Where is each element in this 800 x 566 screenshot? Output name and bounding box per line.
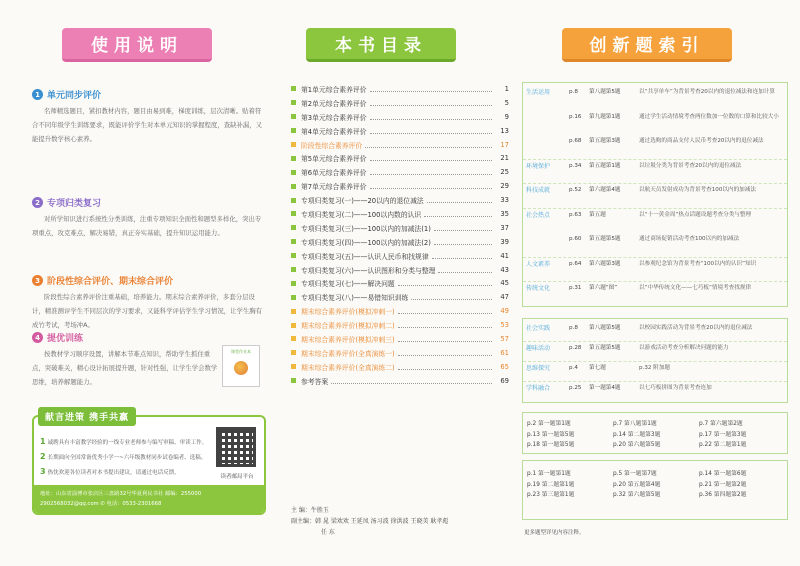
toc-label: 第5单元综合素养评价 bbox=[301, 155, 367, 164]
toc-entry[interactable] bbox=[291, 138, 509, 152]
bullet-icon bbox=[291, 170, 296, 175]
toc-entry[interactable] bbox=[291, 82, 509, 96]
index-grid-cell[interactable]: p.32 第六题第5题 bbox=[613, 492, 661, 498]
leader-dots bbox=[331, 378, 492, 384]
toc-label: 第4单元综合素养评价 bbox=[301, 127, 367, 136]
toc-entry[interactable] bbox=[291, 374, 509, 388]
toc-page: 41 bbox=[500, 251, 509, 260]
toc-label: 专项归类复习(三)——100以内的加减法(1) bbox=[301, 224, 431, 233]
toc-page: 39 bbox=[500, 237, 509, 246]
bullet-icon bbox=[291, 336, 296, 341]
toc-label: 专项归类复习(二)——100以内数的认识 bbox=[301, 210, 422, 219]
index-page[interactable]: p.28 bbox=[569, 345, 582, 351]
index-question: 第五题第5题 bbox=[589, 236, 621, 242]
item-text: 热忱欢迎各位读者对本书提出建议，请通过电话反馈。 bbox=[47, 470, 180, 476]
index-question: 第六题第4题 bbox=[589, 187, 621, 193]
toc-label: 期末综合素养评价(模拟冲刺二) bbox=[301, 322, 395, 331]
index-page[interactable]: p.31 bbox=[569, 285, 582, 291]
section-number: 1 bbox=[32, 89, 43, 100]
section-title: 单元同步评价 bbox=[47, 91, 102, 101]
index-divider bbox=[523, 208, 787, 209]
bullet-icon bbox=[291, 114, 296, 119]
usage-column bbox=[22, 0, 268, 566]
index-block-activity bbox=[522, 318, 788, 403]
bullet-icon bbox=[291, 156, 296, 161]
leader-dots bbox=[370, 128, 493, 134]
toc-page: 25 bbox=[500, 168, 509, 177]
toc-label: 期末综合素养评价(模拟冲刺三) bbox=[301, 335, 395, 344]
index-grid-row bbox=[527, 480, 785, 491]
index-page[interactable]: p.8 bbox=[569, 325, 578, 331]
feedback-item bbox=[40, 465, 208, 480]
bullet-icon bbox=[291, 184, 296, 189]
toc-entry[interactable] bbox=[291, 304, 509, 318]
index-divider bbox=[523, 281, 787, 282]
toc-entry[interactable] bbox=[291, 124, 509, 138]
index-grid-cell[interactable]: p.13 第一题第5题 bbox=[527, 431, 575, 438]
leader-dots bbox=[398, 364, 492, 370]
index-grid-row bbox=[527, 440, 785, 451]
index-banner: 创新题索引 bbox=[562, 28, 732, 62]
toc-entry[interactable] bbox=[291, 235, 509, 249]
index-grid-cell[interactable]: p.5 第一题第7题 bbox=[613, 471, 657, 477]
leader-dots bbox=[370, 155, 493, 161]
editor-credits bbox=[291, 505, 448, 538]
bullet-icon bbox=[291, 100, 296, 105]
index-page[interactable]: p.16 bbox=[569, 113, 582, 120]
item-number: 1 bbox=[40, 437, 46, 446]
thumbnail-label: 课堂作业本 bbox=[231, 349, 251, 354]
toc-entry[interactable] bbox=[291, 110, 509, 124]
section-number: 4 bbox=[32, 332, 43, 343]
toc-page: 29 bbox=[500, 182, 509, 191]
toc-page: 69 bbox=[500, 376, 509, 385]
index-grid-cell[interactable]: p.2 第一题第1题 bbox=[527, 421, 571, 427]
toc-entry[interactable] bbox=[291, 360, 509, 374]
leader-dots bbox=[365, 142, 492, 148]
index-block-context bbox=[522, 82, 788, 307]
leader-dots bbox=[370, 114, 493, 120]
leader-dots bbox=[398, 308, 492, 314]
toc-column bbox=[283, 0, 511, 566]
bullet-icon bbox=[291, 253, 296, 258]
index-question: 第五题 bbox=[589, 211, 606, 218]
section-heading bbox=[32, 196, 264, 209]
index-question: 第六题第3题 bbox=[589, 260, 621, 267]
toc-entry[interactable] bbox=[291, 165, 509, 179]
usage-section bbox=[32, 196, 264, 240]
index-question: 第五题第5题 bbox=[589, 345, 621, 351]
section-body: 阶段性综合素养评价注重基础，培养能力。期末综合素养评价，多套分层设计，精准测评学生不同层次的学习要求，又能科学评估学生学习情况，让学生胸有成竹考试，考场冲A。 bbox=[32, 293, 263, 329]
index-page[interactable]: p.60 bbox=[569, 236, 582, 242]
index-grid-cell[interactable]: p.21 第一题第2题 bbox=[699, 481, 747, 488]
index-category: 生活运用 bbox=[526, 89, 551, 96]
index-description: 通过选购的商品支付人民币考查20以内的退位减法 bbox=[639, 138, 764, 144]
toc-label: 专项归类复习(四)——100以内的加减法(2) bbox=[301, 238, 431, 247]
index-grid-cell[interactable]: p.7 第八题第1题 bbox=[613, 421, 657, 427]
toc-page: 49 bbox=[500, 307, 509, 316]
toc-page: 65 bbox=[500, 362, 509, 371]
section-body: 名师精选题目，紧扣教材内容，题目由易到难，梯度训练，层次清晰。贴着符合不同年级学生训练要求，既能评价学生对本单元知识的掌握程度，查缺补漏，又能提升数学核心素养。 bbox=[32, 107, 263, 143]
bullet-icon bbox=[291, 295, 296, 300]
toc-label: 期末综合素养评价(全真演练二) bbox=[301, 363, 395, 372]
item-number: 2 bbox=[40, 452, 46, 461]
toc-banner: 本书目录 bbox=[306, 28, 456, 62]
toc-label: 专项归类复习(八)——易错知识训练 bbox=[301, 294, 409, 303]
bullet-icon bbox=[291, 225, 296, 230]
toc-page: 21 bbox=[500, 154, 509, 163]
toc-label: 参考答案 bbox=[301, 377, 329, 386]
index-page[interactable]: p.8 bbox=[569, 89, 578, 95]
index-divider bbox=[523, 381, 787, 382]
index-description: 通过学生活动情境考查两位数加一位数的口算和比较大小 bbox=[639, 113, 779, 120]
section-body: 对所学知识进行系统性分类训练，注重专项知识全面性和题型多样化，突出专项重点，攻克难点，解决易错，真正夯实基础，提升知识运用能力。 bbox=[32, 215, 262, 237]
index-grid-row bbox=[527, 419, 785, 430]
index-block-grid-2 bbox=[522, 460, 788, 520]
usage-banner: 使用说明 bbox=[62, 28, 212, 62]
index-grid-row bbox=[527, 490, 785, 501]
toc-label: 第2单元综合素养评价 bbox=[301, 99, 367, 108]
toc-label: 第7单元综合素养评价 bbox=[301, 183, 367, 192]
bullet-icon bbox=[291, 350, 296, 355]
toc-label: 期末综合素养评价(全真演练一) bbox=[301, 349, 395, 358]
toc-entry[interactable] bbox=[291, 332, 509, 346]
leader-dots bbox=[370, 183, 493, 189]
item-number: 3 bbox=[40, 467, 46, 476]
toc-page: 53 bbox=[500, 321, 509, 330]
usage-section bbox=[32, 274, 264, 332]
index-description: 以七巧板拼图为背景考查连加 bbox=[639, 385, 712, 391]
toc-page: 61 bbox=[500, 348, 509, 357]
bullet-icon bbox=[291, 142, 296, 147]
bullet-icon bbox=[291, 323, 296, 328]
toc-label: 期末综合素养评价(模拟冲刺一) bbox=[301, 308, 395, 317]
index-description: 以“共享单车”为背景考查20以内的退位减法和连加计算 bbox=[639, 89, 775, 95]
feedback-box bbox=[32, 415, 266, 515]
usage-section bbox=[32, 331, 218, 389]
toc-label: 第6单元综合素养评价 bbox=[301, 169, 367, 178]
leader-dots bbox=[370, 100, 493, 106]
index-grid-row bbox=[527, 430, 785, 441]
feedback-item bbox=[40, 450, 208, 465]
index-description: 以参观纪念馆为背景考查“100以内的认识”知识 bbox=[639, 260, 757, 267]
feedback-list bbox=[40, 435, 208, 480]
index-divider bbox=[523, 361, 787, 362]
toc-label: 专项归类复习(七)——解决问题 bbox=[301, 280, 395, 289]
index-category: 人文素养 bbox=[526, 260, 551, 268]
leader-dots bbox=[398, 322, 492, 328]
toc-entry[interactable] bbox=[291, 96, 509, 110]
index-description: 通过商场促销活动考查100以内的加减法 bbox=[639, 236, 740, 242]
index-grid-cell[interactable]: p.7 第六题第2题 bbox=[699, 421, 743, 427]
bullet-icon bbox=[291, 211, 296, 216]
toc-label: 阶段性综合素养评价 bbox=[301, 141, 363, 150]
toc-entry[interactable] bbox=[291, 151, 509, 165]
qr-label: 读者邮局平台 bbox=[220, 474, 254, 480]
index-question: 第八题第5题 bbox=[589, 325, 621, 331]
index-divider bbox=[523, 159, 787, 160]
index-grid-cell[interactable]: p.36 第四题第2题 bbox=[699, 492, 747, 498]
index-grid-cell[interactable]: p.23 第三题第1题 bbox=[527, 492, 575, 498]
index-grid-cell[interactable]: p.1 第一题第1题 bbox=[527, 471, 571, 477]
toc-page: 17 bbox=[500, 140, 509, 149]
index-page[interactable]: p.52 bbox=[569, 187, 582, 193]
bullet-icon bbox=[291, 128, 296, 133]
toc-entry[interactable] bbox=[291, 249, 509, 263]
index-page[interactable]: p.63 bbox=[569, 211, 582, 218]
toc-entry[interactable] bbox=[291, 263, 509, 277]
leader-dots bbox=[398, 350, 492, 356]
index-category: 社会实践 bbox=[526, 325, 551, 332]
book-cover-thumbnail bbox=[222, 345, 260, 387]
toc-entry[interactable] bbox=[291, 290, 509, 304]
toc-label: 专项归类复习(六)——认识图形和分类与整理 bbox=[301, 266, 436, 275]
toc-label: 专项归类复习(一)——20以内的退位减法 bbox=[301, 197, 424, 206]
index-page[interactable]: p.68 bbox=[569, 138, 582, 144]
bullet-icon bbox=[291, 281, 296, 286]
index-description: 以“十一黄金周”热点话题设题考查分类与整理 bbox=[639, 211, 752, 218]
toc-page: 13 bbox=[500, 126, 509, 135]
toc-label: 第3单元综合素养评价 bbox=[301, 113, 367, 122]
index-question: 第五题第1题 bbox=[589, 162, 621, 169]
index-question: 第八题第5题 bbox=[589, 89, 621, 95]
index-grid-cell[interactable]: p.14 第一题第6题 bbox=[699, 471, 747, 477]
section-number: 3 bbox=[32, 275, 43, 286]
index-grid-cell[interactable]: p.14 第二题第3题 bbox=[613, 431, 661, 438]
index-grid-cell[interactable]: p.22 第二题第1题 bbox=[699, 442, 747, 448]
section-title: 专项归类复习 bbox=[47, 199, 102, 209]
index-description: 以航天员发射成功为背景考查100以内的加减法 bbox=[639, 187, 756, 193]
chief-editor: 主 编：牛胜玉 bbox=[291, 507, 329, 514]
section-title: 阶段性综合评价、期末综合评价 bbox=[47, 277, 174, 287]
leader-dots bbox=[432, 253, 492, 259]
index-category: 思维探究 bbox=[526, 365, 551, 372]
contact-footer bbox=[34, 485, 264, 513]
index-description: p.32 附加题 bbox=[639, 365, 671, 371]
deputy-editors-cont: 任 东 bbox=[321, 529, 335, 536]
section-title: 提优训练 bbox=[47, 334, 84, 344]
index-description: 以垃圾分类为背景考查20以内的退位减法 bbox=[639, 162, 742, 169]
leader-dots bbox=[434, 239, 492, 245]
index-grid-row bbox=[527, 469, 785, 480]
contact-line: 2902568032@qq.com ✆ 电话：0533-2301668 bbox=[40, 501, 162, 507]
index-divider bbox=[523, 183, 787, 184]
toc-entry[interactable] bbox=[291, 276, 509, 290]
toc-page: 5 bbox=[504, 98, 509, 107]
toc-page: 1 bbox=[504, 84, 509, 93]
toc-page: 33 bbox=[500, 196, 509, 205]
toc-entry[interactable] bbox=[291, 207, 509, 221]
leader-dots bbox=[427, 197, 492, 203]
section-heading bbox=[32, 331, 218, 344]
leader-dots bbox=[411, 294, 492, 300]
section-heading bbox=[32, 88, 264, 101]
index-description: 以“中华传统文化——七巧板”情境考查找规律 bbox=[639, 285, 752, 291]
bullet-icon bbox=[291, 198, 296, 203]
leader-dots bbox=[398, 280, 492, 286]
leader-dots bbox=[370, 169, 493, 175]
toc-entry[interactable] bbox=[291, 179, 509, 193]
index-divider bbox=[523, 257, 787, 258]
toc-label: 第1单元综合素养评价 bbox=[301, 85, 367, 94]
usage-section bbox=[32, 88, 264, 146]
address-line: 地址：山东省淄博市张店区三盘路32号华夏利民书社 邮编：255000 bbox=[40, 491, 202, 497]
index-question: 第一题第4题 bbox=[589, 385, 621, 391]
toc-page: 35 bbox=[500, 209, 509, 218]
index-question: 第九题第1题 bbox=[589, 113, 621, 120]
index-divider bbox=[523, 341, 787, 342]
item-text: 长期面向全国常备优秀小学一~六年级教材同步试卷编者、选稿。 bbox=[47, 455, 207, 461]
index-description: 以游戏活动考查分析解决问题的能力 bbox=[639, 345, 729, 351]
index-category: 环境保护 bbox=[526, 162, 551, 170]
index-page[interactable]: p.4 bbox=[569, 365, 578, 371]
index-grid-cell[interactable]: p.17 第一题第3题 bbox=[699, 431, 747, 438]
item-text: 诚聘具有丰富教学经验的一线专业老师参与编写审稿、审读工作。 bbox=[47, 440, 208, 446]
index-grid-cell[interactable]: p.20 第五题第4题 bbox=[613, 481, 661, 488]
toc-page: 37 bbox=[500, 223, 509, 232]
index-question: 第七题 bbox=[589, 365, 606, 371]
table-of-contents bbox=[291, 82, 509, 388]
index-page[interactable]: p.25 bbox=[569, 385, 582, 391]
index-page[interactable]: p.64 bbox=[569, 260, 582, 267]
bullet-icon bbox=[291, 378, 296, 383]
index-description: 以校园实践活动为背景考查20以内的退位减法 bbox=[639, 325, 753, 331]
index-category: 趣味活动 bbox=[526, 345, 551, 352]
feedback-item bbox=[40, 435, 208, 450]
section-number: 2 bbox=[32, 197, 43, 208]
toc-label: 专项归类复习(五)——认识人民币和找规律 bbox=[301, 252, 429, 261]
index-block-grid-1 bbox=[522, 412, 788, 454]
bullet-icon bbox=[291, 309, 296, 314]
toc-entry[interactable] bbox=[291, 193, 509, 207]
index-category: 传统文化 bbox=[526, 285, 551, 292]
toc-page: 43 bbox=[500, 265, 509, 274]
index-category: 社会热点 bbox=[526, 211, 551, 219]
index-grid-cell[interactable]: p.18 第一题第5题 bbox=[527, 442, 575, 448]
index-question: 第五题第3题 bbox=[589, 138, 621, 144]
toc-entry[interactable] bbox=[291, 346, 509, 360]
toc-entry[interactable] bbox=[291, 221, 509, 235]
toc-page: 57 bbox=[500, 334, 509, 343]
leader-dots bbox=[438, 267, 492, 273]
bullet-icon bbox=[291, 239, 296, 244]
toc-page: 9 bbox=[504, 112, 509, 121]
leader-dots bbox=[424, 211, 492, 217]
index-question: 第六题“图” bbox=[589, 285, 618, 291]
qr-code[interactable] bbox=[216, 427, 256, 467]
toc-page: 47 bbox=[500, 293, 509, 302]
bullet-icon bbox=[291, 364, 296, 369]
deputy-editors: 副主编：韩 晁 梁欢欢 王延凤 汤习波 徐洪波 王晓美 耿孝彪 bbox=[291, 518, 449, 525]
section-heading bbox=[32, 274, 264, 287]
leader-dots bbox=[370, 86, 493, 92]
toc-page: 45 bbox=[500, 279, 509, 288]
index-category: 学科融合 bbox=[526, 385, 551, 392]
index-category: 科技成就 bbox=[526, 187, 551, 194]
sun-icon bbox=[234, 361, 248, 375]
bullet-icon bbox=[291, 86, 296, 91]
section-body: 按教材学习顺序设置，讲解本节难点知识，帮助学生抓住重点，突破难关，精心设计拓展提升题，针对性强，让学生学会数学思维，培养解题能力。 bbox=[32, 350, 218, 386]
bullet-icon bbox=[291, 267, 296, 272]
feedback-title: 献言进策 携手共赢 bbox=[38, 407, 136, 426]
toc-entry[interactable] bbox=[291, 318, 509, 332]
index-page[interactable]: p.34 bbox=[569, 162, 582, 169]
index-column bbox=[522, 0, 790, 566]
index-footnote: 更多题型详见内容注释。 bbox=[524, 530, 585, 536]
leader-dots bbox=[434, 225, 492, 231]
index-grid-cell[interactable]: p.19 第二题第1题 bbox=[527, 481, 575, 488]
leader-dots bbox=[398, 336, 492, 342]
index-grid-cell[interactable]: p.20 第六题第5题 bbox=[613, 442, 661, 448]
